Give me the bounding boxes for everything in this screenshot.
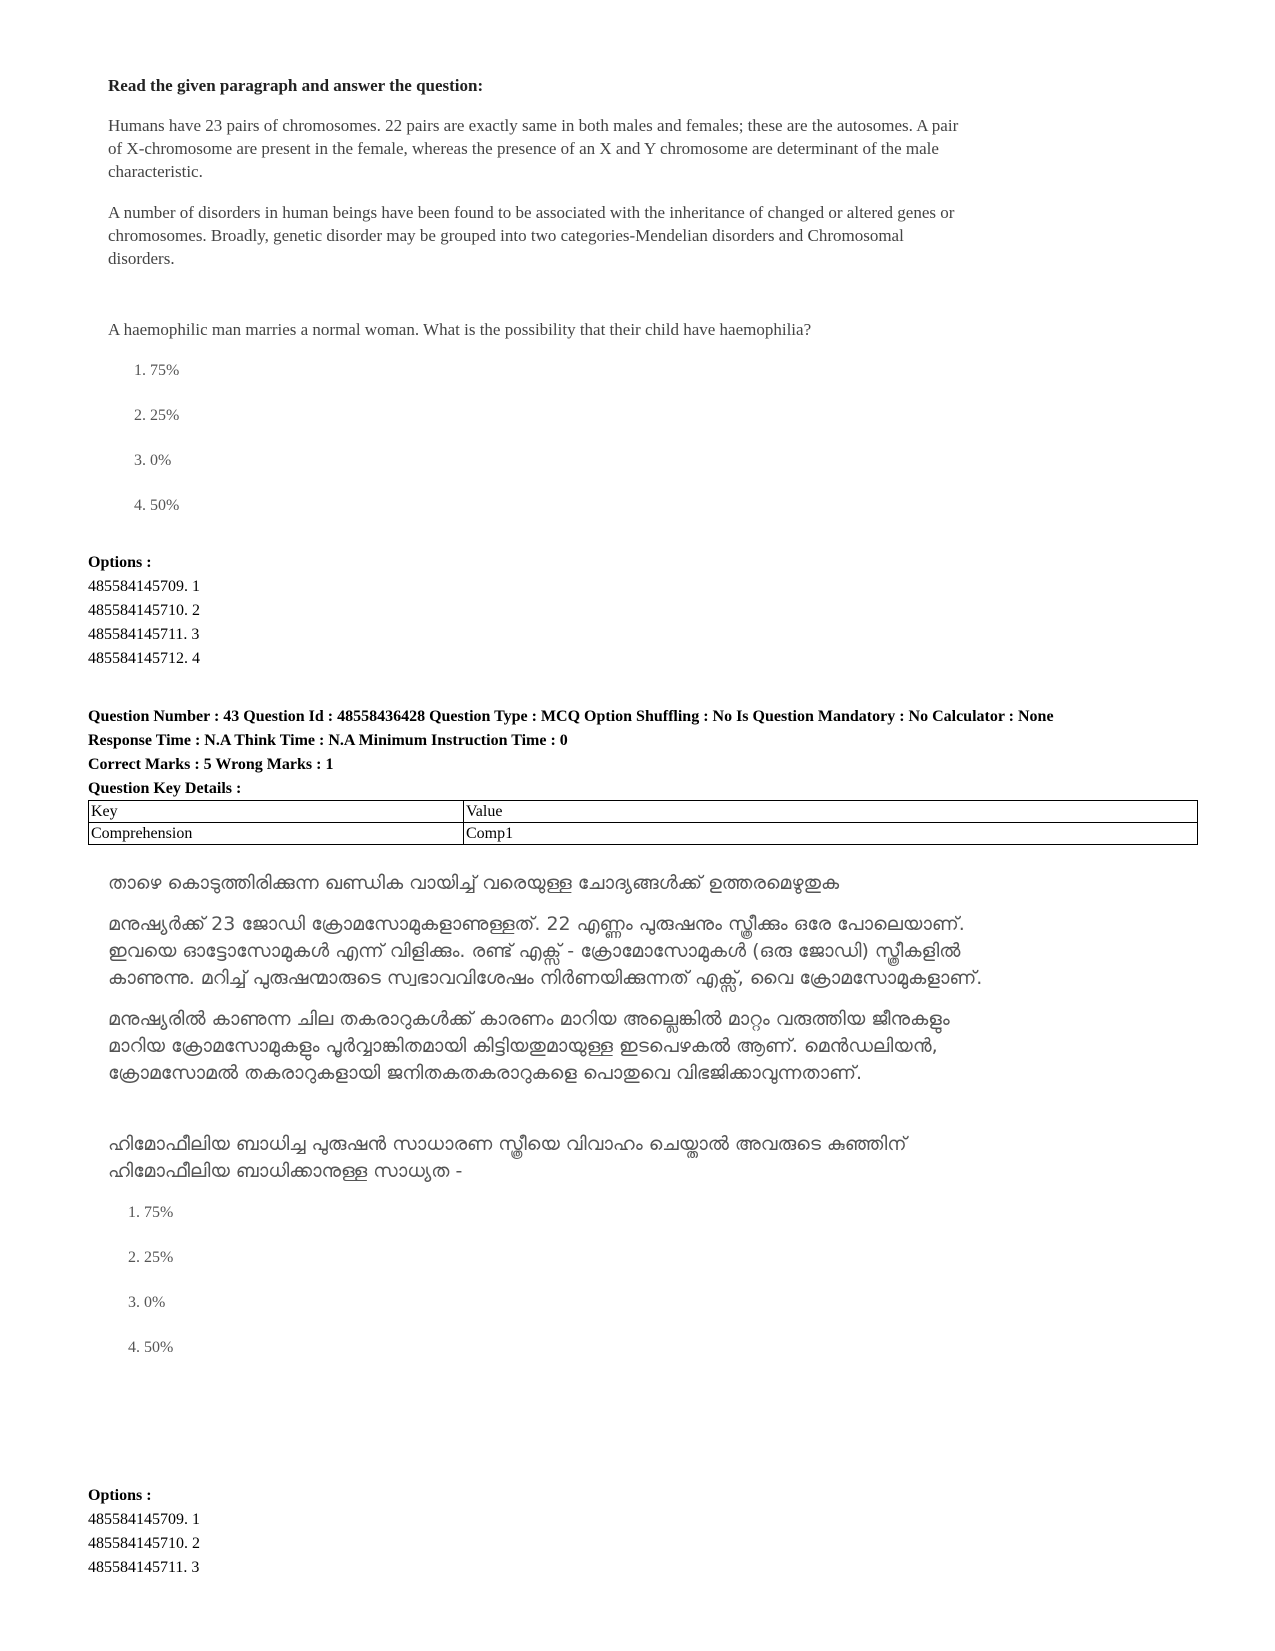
options-label: Options :	[88, 1487, 152, 1504]
table-row	[89, 823, 1198, 845]
timing-info-line: Response Time : N.A Think Time : N.A Minimum Instruction Time : 0	[88, 732, 568, 749]
option-item: 485584145709. 1	[88, 1511, 200, 1528]
options-list	[88, 551, 200, 671]
answer-choice: 2. 25%	[128, 1249, 174, 1266]
option-item: 485584145711. 3	[88, 626, 200, 643]
option-item: 485584145710. 2	[88, 1535, 200, 1552]
question-key-table	[88, 800, 1198, 845]
table-cell: Comprehension	[89, 823, 464, 845]
table-header-cell: Key	[89, 801, 464, 823]
comprehension-paragraph: മനുഷ്യരിൽ കാണുന്ന ചില തകരാറുകൾക്ക് കാരണം മാറിയ അല്ലെങ്കിൽ മാറ്റം വരുത്തിയ ജീനുകളും മാറിയ ക്രോമസോമുകളും പൂർവ്വാങ്കിതമായി കിട്ടിയതുമായുള്ള ഇടപെഴകൽ ആണ്. മെൻഡലിയൻ, ക്രോമസോമൽ തകരാറുകളായി ജനിതകതകരാറുകളെ പൊതുവെ വിഭജിക്കാവുന്നതാണ്.	[108, 1008, 950, 1084]
table-header-row	[89, 801, 1198, 823]
answer-choice: 1. 75%	[128, 1204, 174, 1221]
comprehension-image-malayalam	[108, 870, 988, 1383]
comprehension-paragraph: മനുഷ്യർക്ക് 23 ജോഡി ക്രോമസോമുകളാണുള്ളത്. 22 എണ്ണം പുരുഷനും സ്ത്രീക്കും ഒരേ പോലെയാണ്. ഇവയെ ഓട്ടോസോമുകൾ എന്ന് വിളിക്കും. രണ്ട് എക്സ് - ക്രോമോസോമുകൾ (ഒരു ജോഡി) സ്ത്രീകളിൽ കാണുന്നു. മറിച്ച് പുരുഷന്മാരുടെ സ്വഭാവവിശേഷം നിർണയിക്കുന്നത് എക്സ്, വൈ ക്രോമസോമുകളാണ്.	[108, 913, 983, 989]
question-text: ഹിമോഫീലിയ ബാധിച്ച പുരുഷൻ സാധാരണ സ്ത്രീയെ വിവാഹം ചെയ്താൽ അവരുടെ കുഞ്ഞിന് ഹിമോഫീലിയ ബാധിക്കാനുള്ള സാധ്യത -	[108, 1133, 907, 1182]
option-item: 485584145709. 1	[88, 578, 200, 595]
options-list	[88, 1484, 200, 1580]
answer-choice: 2. 25%	[134, 407, 180, 424]
option-item: 485584145711. 3	[88, 1559, 200, 1576]
answer-choice: 1. 75%	[134, 362, 180, 379]
comprehension-heading: Read the given paragraph and answer the question:	[108, 76, 484, 95]
answer-choice: 4. 50%	[128, 1339, 174, 1356]
option-item: 485584145710. 2	[88, 602, 200, 619]
option-item: 485584145712. 4	[88, 650, 200, 667]
answer-choices	[108, 361, 968, 541]
answer-choice: 3. 0%	[128, 1294, 166, 1311]
question-metadata	[88, 706, 1208, 799]
comprehension-heading: താഴെ കൊടുത്തിരിക്കുന്ന ഖണ്ഡിക വായിച്ച് വരെയുള്ള ചോദ്യങ്ങൾക്ക് ഉത്തരമെഴുതുക	[108, 872, 840, 894]
comprehension-paragraph: A number of disorders in human beings have been found to be associated with the inheritance of changed or altered genes or chromosomes. Broadly, genetic disorder may be grouped into two categories-Mendelian disorders and Chromosomal disorders.	[108, 203, 955, 268]
table-cell: Comp1	[464, 823, 1198, 845]
answer-choices	[108, 1203, 988, 1383]
marks-info-line: Correct Marks : 5 Wrong Marks : 1	[88, 756, 334, 773]
options-label: Options :	[88, 554, 152, 571]
answer-choice: 4. 50%	[134, 497, 180, 514]
question-text: A haemophilic man marries a normal woman. What is the possibility that their child have haemophilia?	[108, 320, 812, 339]
question-info-line: Question Number : 43 Question Id : 48558436428 Question Type : MCQ Option Shuffling : No Is Question Mandatory : No Calculator : None	[88, 708, 1054, 725]
comprehension-image-english	[108, 76, 968, 541]
answer-choice: 3. 0%	[134, 452, 172, 469]
table-header-cell: Value	[464, 801, 1198, 823]
key-details-heading: Question Key Details :	[88, 780, 242, 797]
comprehension-paragraph: Humans have 23 pairs of chromosomes. 22 pairs are exactly same in both males and females; these are the autosomes. A pair of X-chromosome are present in the female, whereas the presence of an X and Y chromosome are determinant of the male characteristic.	[108, 116, 959, 181]
